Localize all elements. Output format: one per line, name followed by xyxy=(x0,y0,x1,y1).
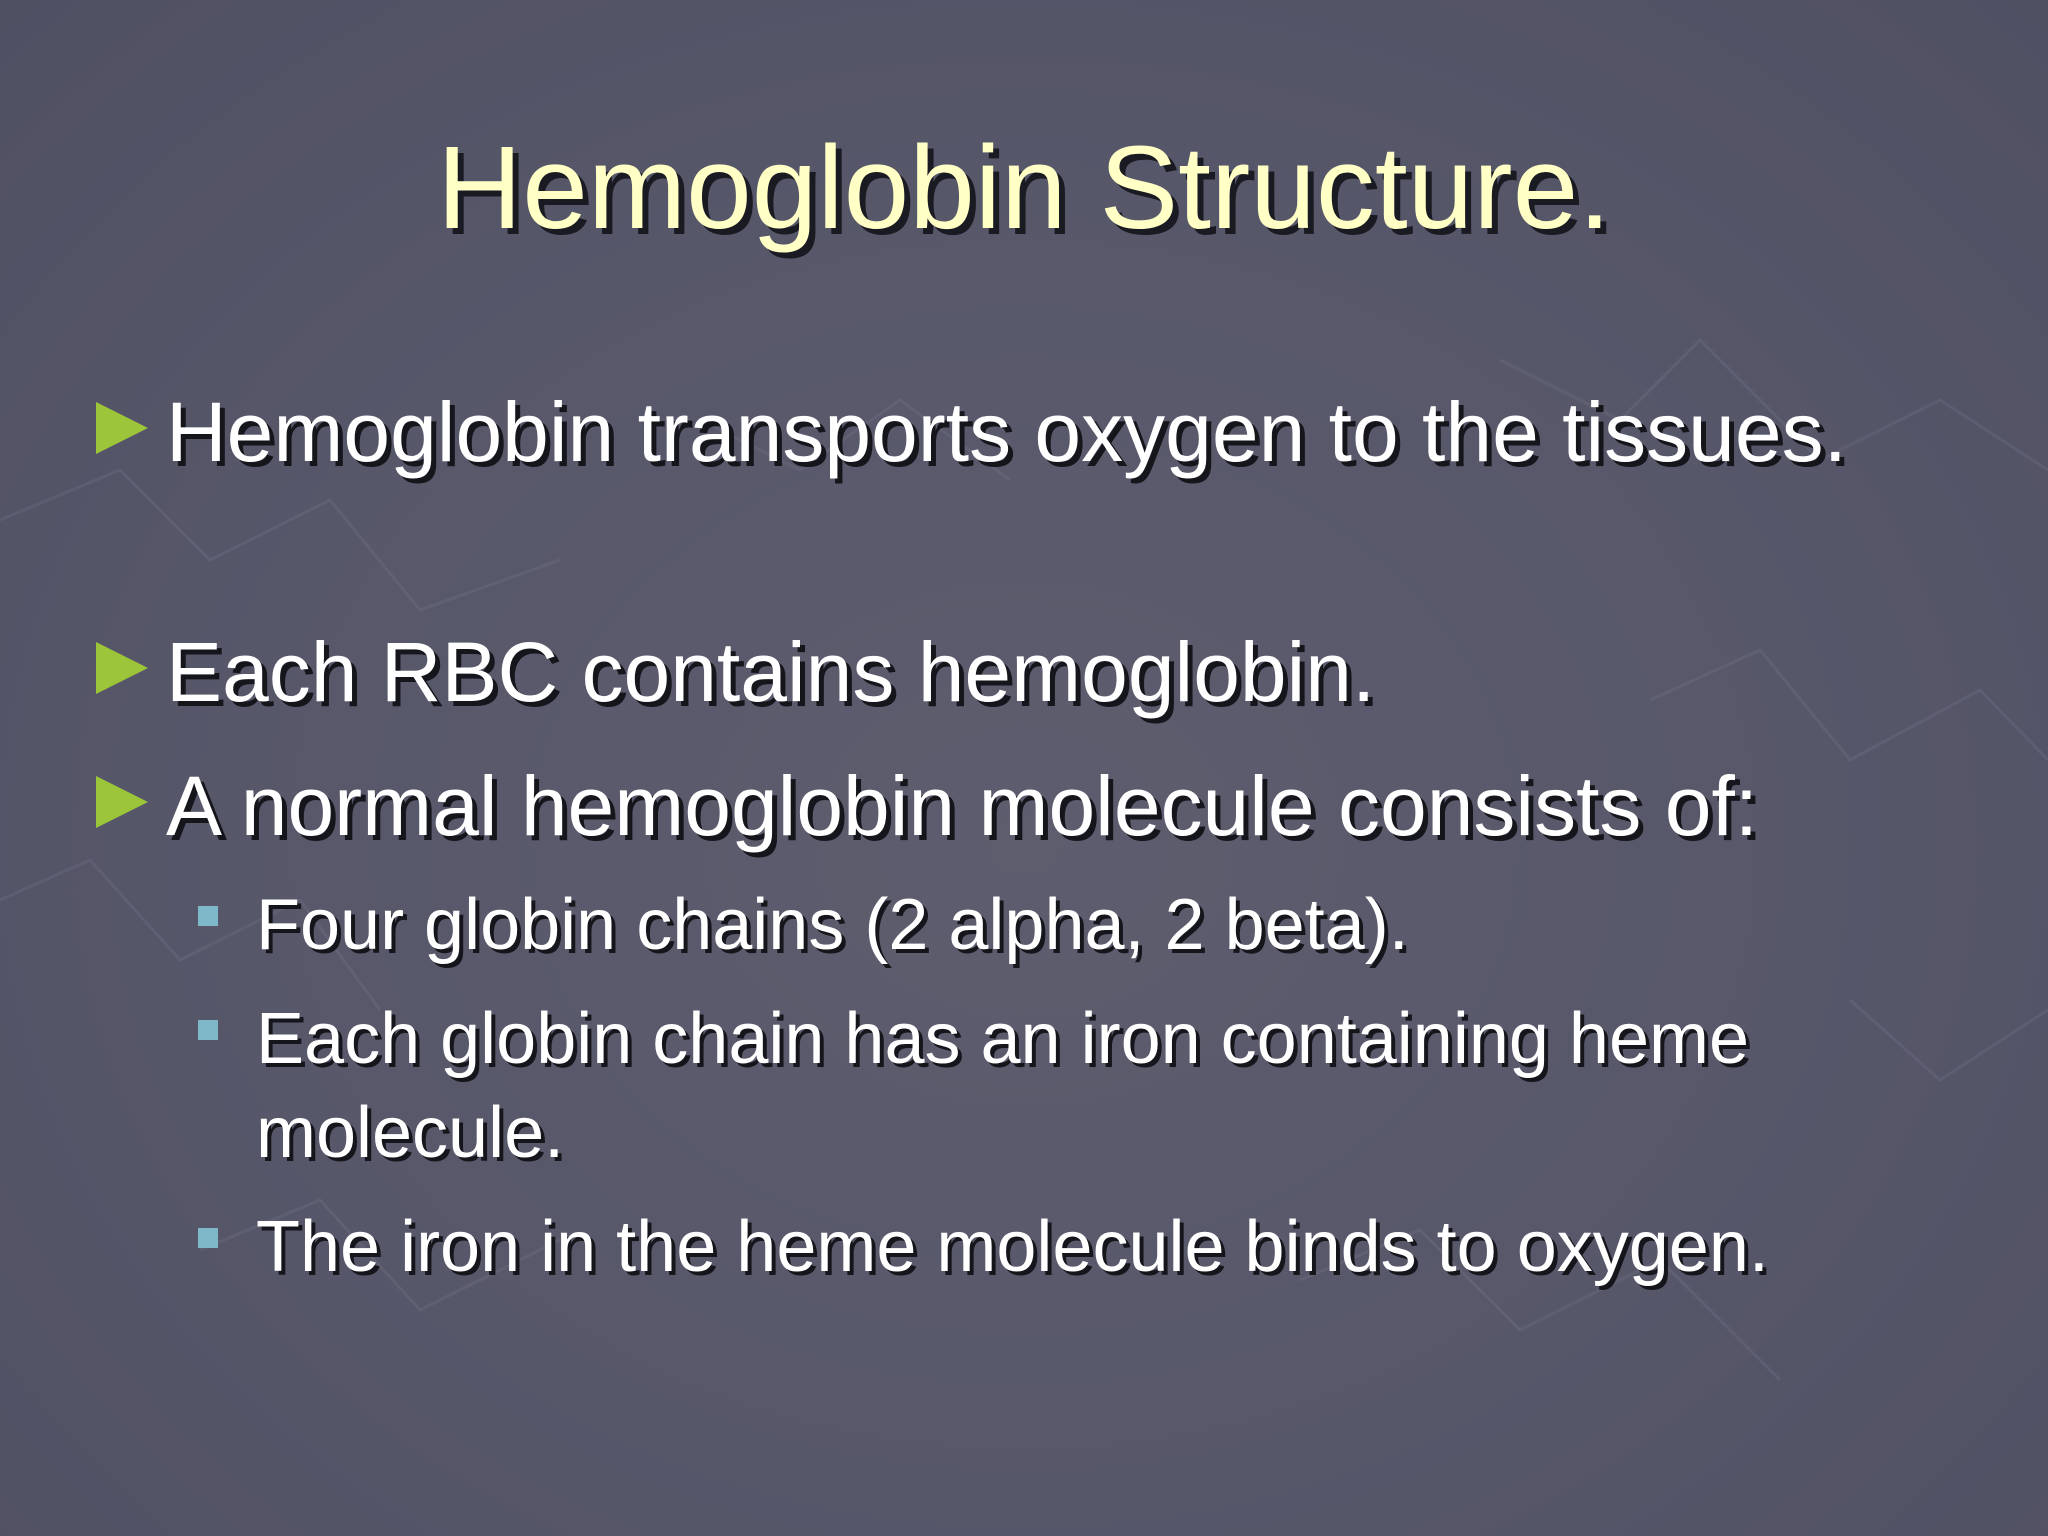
bullet-text: A normal hemoglobin molecule consists of: xyxy=(166,759,1759,853)
sub-bullet-text: The iron in the heme molecule binds to oxygen. xyxy=(256,1207,1769,1287)
square-bullet-icon xyxy=(198,1020,218,1040)
triangle-bullet-icon xyxy=(96,642,148,694)
triangle-bullet-icon xyxy=(96,776,148,828)
sub-bullet-text: Each globin chain has an iron containing heme molecule. xyxy=(256,999,1750,1173)
square-bullet-icon xyxy=(198,1228,218,1248)
sub-bullet-text: Four globin chains (2 alpha, 2 beta). xyxy=(256,885,1409,965)
bullet-item xyxy=(96,378,1976,486)
bullet-text: Each RBC contains hemoglobin. xyxy=(166,625,1376,719)
sub-bullet-item xyxy=(198,1200,1988,1294)
sub-bullet-item xyxy=(198,992,1988,1180)
slide-title: Hemoglobin Structure. xyxy=(436,122,1611,254)
bullet-item xyxy=(96,618,1976,726)
bullet-text: Hemoglobin transports oxygen to the tissues. xyxy=(166,385,1847,479)
bullet-item xyxy=(96,752,1976,860)
square-bullet-icon xyxy=(198,906,218,926)
triangle-bullet-icon xyxy=(96,402,148,454)
sub-bullet-item xyxy=(198,878,1988,972)
